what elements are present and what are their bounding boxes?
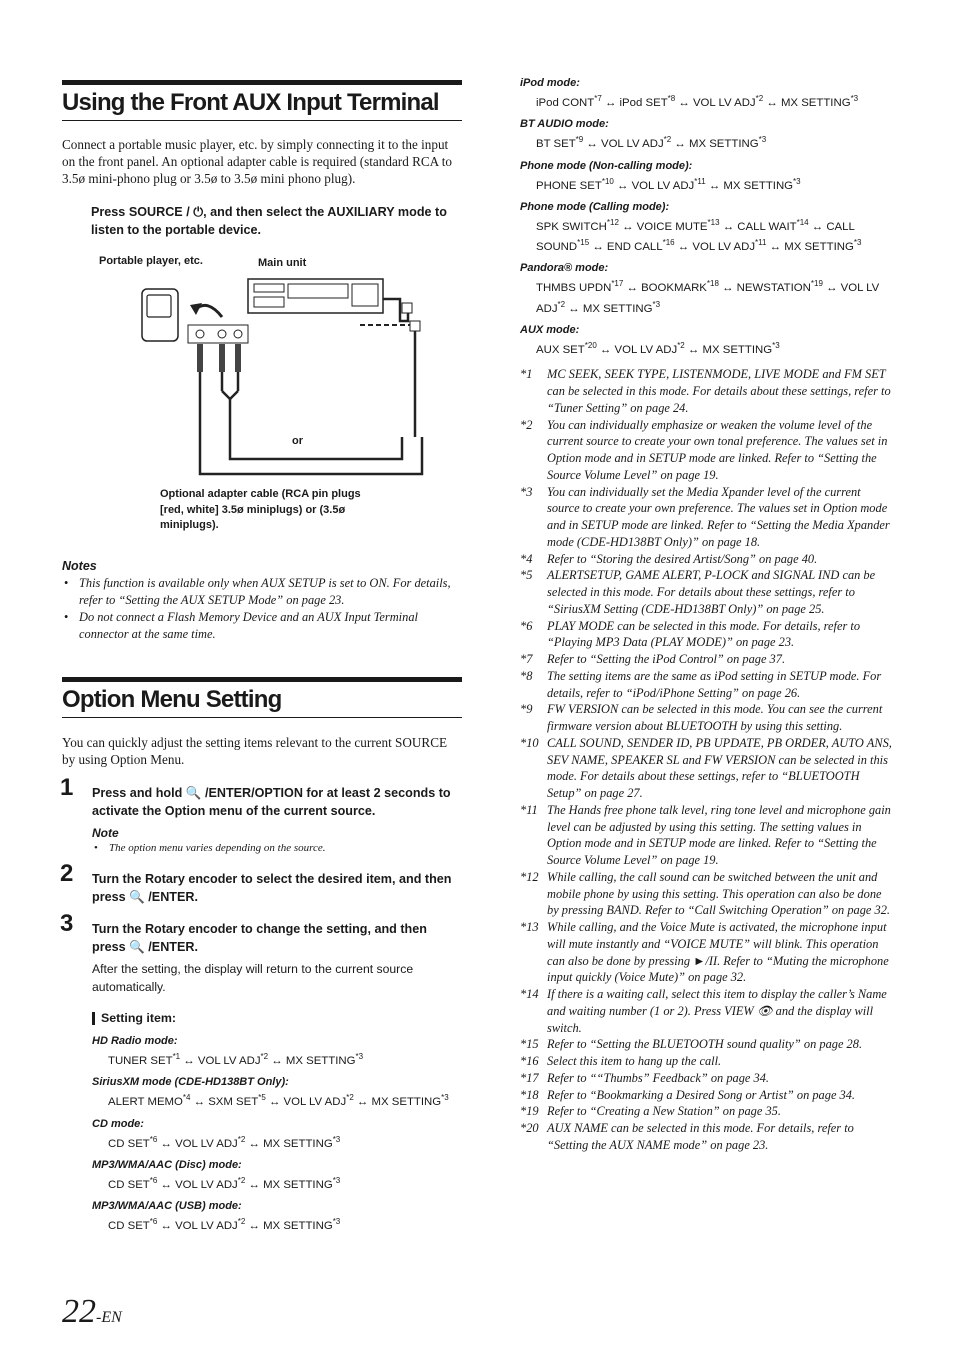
setting-name: ALERT MEMO xyxy=(108,1096,183,1109)
setting-name: MX SETTING xyxy=(688,138,759,151)
footnote-item xyxy=(520,618,892,652)
double-arrow-icon: ↔ xyxy=(705,179,724,192)
setting-name: CALL WAIT xyxy=(737,220,797,233)
setting-name: CD SET xyxy=(108,1178,150,1191)
footnote-marker: *10 xyxy=(520,735,539,750)
mode-label: BT AUDIO mode: xyxy=(520,118,609,131)
setting-name: MX SETTING xyxy=(263,1178,333,1191)
setting-name: VOL LV ADJ xyxy=(197,1054,261,1067)
mode-sequence xyxy=(92,1132,462,1152)
footnote-marker: *6 xyxy=(520,618,533,633)
mode-sequence xyxy=(520,132,892,152)
mode-sequence xyxy=(520,276,892,317)
footnote-ref: *3 xyxy=(850,94,859,103)
double-arrow-icon: ↔ xyxy=(353,1096,372,1109)
footnote-ref: *3 xyxy=(793,176,801,186)
footnote-text: While calling, and the Voice Mute is activated, the microphone input will mute instantly and “VOICE MUTE” will blink. This operation can also be done by pressing ►/II. Refer to “Muting the microphone input quickly (Voice Mute)” on page 32. xyxy=(547,920,889,985)
mode-label: Pandora® mode: xyxy=(520,262,609,275)
setting-name: BT SET xyxy=(536,138,576,151)
setting-name: CD SET xyxy=(108,1137,150,1150)
footnote-ref: *18 xyxy=(706,279,719,289)
footnote-marker: *15 xyxy=(520,1037,539,1052)
setting-name: VOL LV ADJ xyxy=(692,96,756,109)
footnote-text: The setting items are the same as iPod setting in SETUP mode. For details, refer to “iPod/iPhone Setting” on page 26. xyxy=(547,668,882,700)
setting-name: MX SETTING xyxy=(263,1137,333,1150)
mode-label: AUX mode: xyxy=(520,324,580,337)
enter-key: 🔍 /ENTER xyxy=(129,940,195,954)
mode-sequence xyxy=(520,338,892,358)
footnote-ref: *2 xyxy=(237,1175,246,1185)
note-item: • This function is available only when AUX SETUP is set to ON. For details, refer to “Setting the AUX SETUP Mode” on page 23. xyxy=(62,575,462,609)
aux-instruction: Press SOURCE / ⏻, and then select the AUXILIARY mode to listen to the portable device. xyxy=(91,205,447,237)
footnote-text: You can individually set the Media Xpander level of the current source to create your own preference. The values set in Option mode and in SETUP mode are linked. Refer to “Setting the Media Xpander mode (CDE-HD138BT Only)” on page 18. xyxy=(547,484,890,549)
footnote-ref: *12 xyxy=(606,217,619,227)
footnote-text: ALERTSETUP, GAME ALERT, P-LOCK and SIGNAL IND can be selected in this mode. For details about these settings, refer to “SiriusXM Setting (CDE-HD138BT Only)” on page 25. xyxy=(547,568,876,616)
double-arrow-icon: ↔ xyxy=(822,282,841,295)
double-arrow-icon: ↔ xyxy=(766,240,785,253)
mode-block xyxy=(92,1199,462,1234)
step-1: 1 Press and hold 🔍 /ENTER/OPTION for at least 2 seconds to activate the Option menu of the current source. xyxy=(60,774,451,818)
footnote-item xyxy=(520,986,892,1036)
footnote-ref: *3 xyxy=(758,135,767,145)
footnote-list xyxy=(520,366,892,1153)
mode-block xyxy=(520,261,892,317)
mode-list-left xyxy=(92,1034,462,1234)
footnote-item xyxy=(520,919,892,986)
footnote-item xyxy=(520,701,892,735)
double-arrow-icon: ↔ xyxy=(180,1054,198,1067)
footnote-marker: *19 xyxy=(520,1104,539,1119)
footnote-text: While calling, the call sound can be switched between the unit and mobile phone by using this setting. This operation can also be done by pressing BAND. Refer to “Call Switching Operation” on page 32. xyxy=(547,869,891,918)
footnote-ref: *8 xyxy=(667,94,676,103)
setting-name: VOL LV ADJ xyxy=(692,240,756,253)
setting-name: MX SETTING xyxy=(784,240,854,253)
footnote-ref: *20 xyxy=(584,341,597,351)
mode-list-right xyxy=(520,76,892,358)
footnote-item xyxy=(520,1070,892,1087)
footnote-ref: *2 xyxy=(237,1134,246,1144)
footnote-ref: *3 xyxy=(441,1093,449,1103)
mode-sequence xyxy=(520,215,892,256)
double-arrow-icon: ↔ xyxy=(596,343,615,356)
setting-name: iPod SET xyxy=(619,96,668,109)
footnote-ref: *7 xyxy=(594,94,602,103)
footnote-ref: *3 xyxy=(332,1175,341,1185)
footnote-item xyxy=(520,1087,892,1104)
double-arrow-icon: ↔ xyxy=(718,282,737,295)
mode-label: Phone mode (Calling mode): xyxy=(520,200,670,213)
mode-label: HD Radio mode: xyxy=(92,1035,178,1047)
mode-block xyxy=(92,1117,462,1152)
double-arrow-icon: ↔ xyxy=(671,138,689,151)
footnote-text: AUX NAME can be selected in this mode. For details, refer to “Setting the AUX NAME mode” on page 23. xyxy=(547,1121,854,1152)
step-3: 3 Turn the Rotary encoder to change the setting, and then press 🔍 /ENTER. xyxy=(60,910,427,954)
enter-key: 🔍 /ENTER xyxy=(129,890,195,904)
step-note-title: Note xyxy=(92,826,119,840)
footnote-text: Refer to “Creating a New Station” on page 35. xyxy=(547,1104,781,1119)
footnote-ref: *11 xyxy=(755,238,767,248)
double-arrow-icon: ↔ xyxy=(565,302,583,315)
mode-sequence xyxy=(92,1173,462,1193)
footnote-ref: *4 xyxy=(182,1093,191,1103)
setting-name: VOL LV ADJ xyxy=(614,343,678,356)
footnote-item xyxy=(520,651,892,668)
setting-name: BOOKMARK xyxy=(641,282,707,295)
double-arrow-icon: ↔ xyxy=(157,1137,176,1150)
footnote-text: If there is a waiting call, select this item to display the caller’s Name and waiting number (1 or 2). Press VIEW 👁 and the display will switch. xyxy=(547,987,887,1035)
footnote-text: Refer to “Bookmarking a Desired Song or Artist” on page 34. xyxy=(547,1087,856,1102)
setting-name: NEWSTATION xyxy=(736,282,811,295)
footnote-text: Refer to “Storing the desired Artist/Song” on page 40. xyxy=(547,551,818,566)
setting-name: PHONE SET xyxy=(536,179,602,192)
footnote-marker: *14 xyxy=(520,987,539,1002)
double-arrow-icon: ↔ xyxy=(684,343,703,356)
footnote-ref: *3 xyxy=(332,1134,341,1144)
double-arrow-icon: ↔ xyxy=(583,138,601,151)
setting-name: VOL LV ADJ xyxy=(631,179,695,192)
setting-name: MX SETTING xyxy=(780,96,851,109)
footnote-item xyxy=(520,1120,892,1154)
step-note-item: • The option menu varies depending on the source. xyxy=(92,840,462,857)
footnote-text: You can individually emphasize or weaken the volume level of the current source to create your own tonal preference. The values set in Option mode and in SETUP mode are linked. Refer to “Setting the Source Volume Level” on page 19. xyxy=(547,417,888,482)
double-arrow-icon: ↔ xyxy=(157,1219,176,1232)
footnote-text: Refer to “Setting the iPod Control” on page 37. xyxy=(547,652,786,667)
footnote-text: CALL SOUND, SENDER ID, PB UPDATE, PB ORDER, AUTO ANS, SEV NAME, SPEAKER SL and FW VERSION can be selected in this mode. For details about these settings, refer to “BLUETOOTH Setup” on page 27. xyxy=(547,735,892,801)
footnote-marker: *18 xyxy=(520,1087,539,1102)
double-arrow-icon: ↔ xyxy=(675,96,693,109)
footnote-ref: *3 xyxy=(332,1217,341,1227)
footnote-marker: *7 xyxy=(520,652,533,667)
footnote-ref: *3 xyxy=(355,1052,364,1061)
double-arrow-icon: ↔ xyxy=(763,96,781,109)
footnote-ref: *11 xyxy=(694,176,706,186)
footnote-ref: *2 xyxy=(755,94,764,103)
footnote-item xyxy=(520,1036,892,1053)
footnote-ref: *15 xyxy=(577,238,590,248)
setting-name: SPK SWITCH xyxy=(536,220,607,233)
footnote-ref: *16 xyxy=(662,238,675,248)
footnote-text: PLAY MODE can be selected in this mode. For details, refer to “Playing MP3 Data (PLAY MODE)” on page 23. xyxy=(547,618,861,650)
mode-block xyxy=(520,76,892,111)
setting-name: iPod CONT xyxy=(536,96,595,109)
rotary-encoder-key: Rotary encoder xyxy=(144,872,238,886)
footnote-ref: *13 xyxy=(707,217,720,227)
setting-name: VOL LV ADJ xyxy=(175,1178,238,1191)
mode-label: MP3/WMA/AAC (Disc) mode: xyxy=(92,1158,242,1171)
setting-name: CALL SOUND xyxy=(536,220,855,253)
setting-name: SXM SET xyxy=(208,1096,259,1109)
setting-name: VOL LV ADJ xyxy=(600,138,664,151)
footnote-ref: *2 xyxy=(346,1093,354,1103)
source-key: SOURCE / ⏻ xyxy=(128,205,204,219)
setting-name: MX SETTING xyxy=(371,1096,442,1109)
double-arrow-icon: ↔ xyxy=(245,1137,264,1150)
footnote-marker: *17 xyxy=(520,1070,539,1085)
footnote-ref: *5 xyxy=(258,1093,266,1103)
mode-block xyxy=(92,1034,462,1069)
double-arrow-icon: ↔ xyxy=(190,1096,209,1109)
footnote-marker: *1 xyxy=(520,367,533,382)
double-arrow-icon: ↔ xyxy=(601,96,620,109)
enter-option-key: 🔍 /ENTER/OPTION xyxy=(185,786,303,800)
footnote-marker: *5 xyxy=(520,568,533,583)
mode-block xyxy=(520,323,892,358)
mode-block xyxy=(520,200,892,256)
footnote-item xyxy=(520,417,892,484)
step-number: 2 xyxy=(60,860,74,887)
footnote-item xyxy=(520,1053,892,1070)
footnote-ref: *3 xyxy=(772,341,780,351)
footnote-marker: *16 xyxy=(520,1054,539,1069)
footnote-item xyxy=(520,366,892,416)
step-2: 2 Turn the Rotary encoder to select the desired item, and then press 🔍 /ENTER. xyxy=(60,860,452,904)
connection-illustration xyxy=(138,269,438,489)
footnote-marker: *4 xyxy=(520,551,533,566)
footnote-item xyxy=(520,802,892,869)
step-number: 3 xyxy=(60,910,74,937)
setting-name: VOL LV ADJ xyxy=(283,1096,347,1109)
footnote-ref: *6 xyxy=(149,1175,158,1185)
footnote-item xyxy=(520,735,892,802)
mode-label: SiriusXM mode (CDE-HD138BT Only): xyxy=(92,1076,289,1089)
footnote-ref: *14 xyxy=(796,217,809,227)
footnote-ref: *6 xyxy=(149,1134,158,1144)
aux-section-title: Using the Front AUX Input Terminal xyxy=(62,80,462,121)
footnote-item xyxy=(520,668,892,702)
footnote-text: Refer to ““Thumbs” Feedback” on page 34. xyxy=(547,1070,769,1085)
option-intro: You can quickly adjust the setting items relevant to the current SOURCE by using Option Menu. xyxy=(62,735,448,767)
setting-name: VOICE MUTE xyxy=(636,220,708,233)
double-arrow-icon: ↔ xyxy=(245,1219,264,1232)
rotary-encoder-key: Rotary encoder xyxy=(144,922,238,936)
double-arrow-icon: ↔ xyxy=(623,282,642,295)
mode-label: MP3/WMA/AAC (USB) mode: xyxy=(92,1200,242,1213)
double-arrow-icon: ↔ xyxy=(613,179,632,192)
footnote-text: Select this item to hang up the call. xyxy=(547,1054,722,1069)
setting-name: VOL LV ADJ xyxy=(175,1137,238,1150)
setting-name: TUNER SET xyxy=(108,1054,173,1067)
footnote-ref: *2 xyxy=(237,1217,246,1227)
footnote-marker: *20 xyxy=(520,1121,539,1136)
footnote-ref: *2 xyxy=(557,299,566,309)
right-column xyxy=(520,76,892,1154)
footnote-text: MC SEEK, SEEK TYPE, LISTENMODE, LIVE MODE and FM SET can be selected in this mode. For details about these settings, refer to “Tuner Setting” on page 24. xyxy=(547,367,891,415)
setting-name: MX SETTING xyxy=(723,179,794,192)
option-section-title: Option Menu Setting xyxy=(62,677,462,718)
mode-block xyxy=(520,159,892,194)
footnote-item xyxy=(520,1103,892,1120)
footnote-item xyxy=(520,551,892,568)
setting-name: AUX SET xyxy=(536,343,585,356)
footnote-text: Refer to “Setting the BLUETOOTH sound quality” on page 28. xyxy=(547,1037,863,1052)
setting-name: VOL LV ADJ xyxy=(536,282,880,315)
aux-intro: Connect a portable music player, etc. by simply connecting it to the input on the front panel. An optional adapter cable is required (standard RCA to 3.5ø mini-phono plug or 3.5ø to 3.5ø mini phono plug). xyxy=(62,137,453,186)
double-arrow-icon: ↔ xyxy=(674,240,693,253)
notes-title: Notes xyxy=(62,559,97,573)
footnote-ref: *2 xyxy=(663,135,672,145)
footnote-marker: *2 xyxy=(520,417,533,432)
left-column xyxy=(62,80,462,1240)
double-arrow-icon: ↔ xyxy=(268,1054,286,1067)
double-arrow-icon: ↔ xyxy=(265,1096,284,1109)
double-arrow-icon: ↔ xyxy=(245,1178,264,1191)
footnote-ref: *2 xyxy=(677,341,685,351)
mode-sequence xyxy=(92,1049,462,1069)
footnote-marker: *11 xyxy=(520,802,538,817)
mode-label: iPod mode: xyxy=(520,77,580,89)
mode-block xyxy=(520,117,892,152)
section-marker xyxy=(92,1012,95,1025)
diagram-caption: Optional adapter cable (RCA pin plugs [red, white] 3.5ø miniplugs) or (3.5ø miniplugs). xyxy=(160,488,361,531)
footnote-text: FW VERSION can be selected in this mode. You can see the current firmware version about BLUETOOTH by using this setting. xyxy=(547,702,883,734)
mode-sequence xyxy=(92,1090,462,1110)
diagram-label-main: Main unit xyxy=(258,257,307,269)
diagram-label-or: or xyxy=(292,435,303,447)
footnote-ref: *17 xyxy=(611,279,624,289)
setting-name: THMBS UPDN xyxy=(536,282,612,295)
footnote-marker: *3 xyxy=(520,484,533,499)
footnote-ref: *3 xyxy=(853,238,862,248)
footnote-marker: *9 xyxy=(520,702,533,717)
double-arrow-icon: ↔ xyxy=(618,220,637,233)
footnote-ref: *10 xyxy=(601,176,614,186)
mode-block xyxy=(92,1075,462,1110)
diagram-label-portable: Portable player, etc. xyxy=(99,255,203,267)
setting-item-header: Setting item: xyxy=(92,1010,462,1026)
footnote-item xyxy=(520,869,892,919)
mode-sequence xyxy=(520,91,892,111)
mode-sequence xyxy=(520,174,892,194)
footnote-marker: *8 xyxy=(520,668,533,683)
double-arrow-icon: ↔ xyxy=(719,220,738,233)
double-arrow-icon: ↔ xyxy=(589,240,607,253)
setting-name: MX SETTING xyxy=(582,302,653,315)
step-3-result: After the setting, the display will return to the current source automatically. xyxy=(92,962,414,994)
setting-name: MX SETTING xyxy=(263,1219,333,1232)
footnote-item xyxy=(520,567,892,617)
footnote-text: The Hands free phone talk level, ring tone level and microphone gain level can be adjusted by using this setting. The setting values in Option mode and in SETUP mode are linked. Refer to “Setting the Source Volume Level” on page 19. xyxy=(547,802,891,868)
footnote-item xyxy=(520,484,892,551)
mode-label: Phone mode (Non-calling mode): xyxy=(520,159,693,172)
footnote-ref: *9 xyxy=(575,135,584,145)
mode-sequence xyxy=(92,1214,462,1234)
connection-diagram xyxy=(62,253,462,559)
footnote-ref: *6 xyxy=(149,1217,158,1227)
double-arrow-icon: ↔ xyxy=(157,1178,176,1191)
setting-name: MX SETTING xyxy=(702,343,773,356)
mode-label: CD mode: xyxy=(92,1117,144,1130)
setting-name: CD SET xyxy=(108,1219,150,1232)
footnote-ref: *2 xyxy=(260,1052,269,1061)
mode-block xyxy=(92,1158,462,1193)
note-item: • Do not connect a Flash Memory Device and an AUX Input Terminal connector at the same time. xyxy=(62,609,462,643)
footnote-ref: *19 xyxy=(810,279,823,289)
footnote-ref: *3 xyxy=(652,299,661,309)
double-arrow-icon: ↔ xyxy=(808,220,827,233)
footnote-marker: *13 xyxy=(520,920,539,935)
setting-name: END CALL xyxy=(606,240,663,253)
setting-name: MX SETTING xyxy=(285,1054,356,1067)
page-number: 22-EN xyxy=(62,1293,122,1330)
step-number: 1 xyxy=(60,774,74,801)
footnote-marker: *12 xyxy=(520,869,539,884)
setting-name: VOL LV ADJ xyxy=(175,1219,238,1232)
footnote-ref: *1 xyxy=(172,1052,181,1061)
